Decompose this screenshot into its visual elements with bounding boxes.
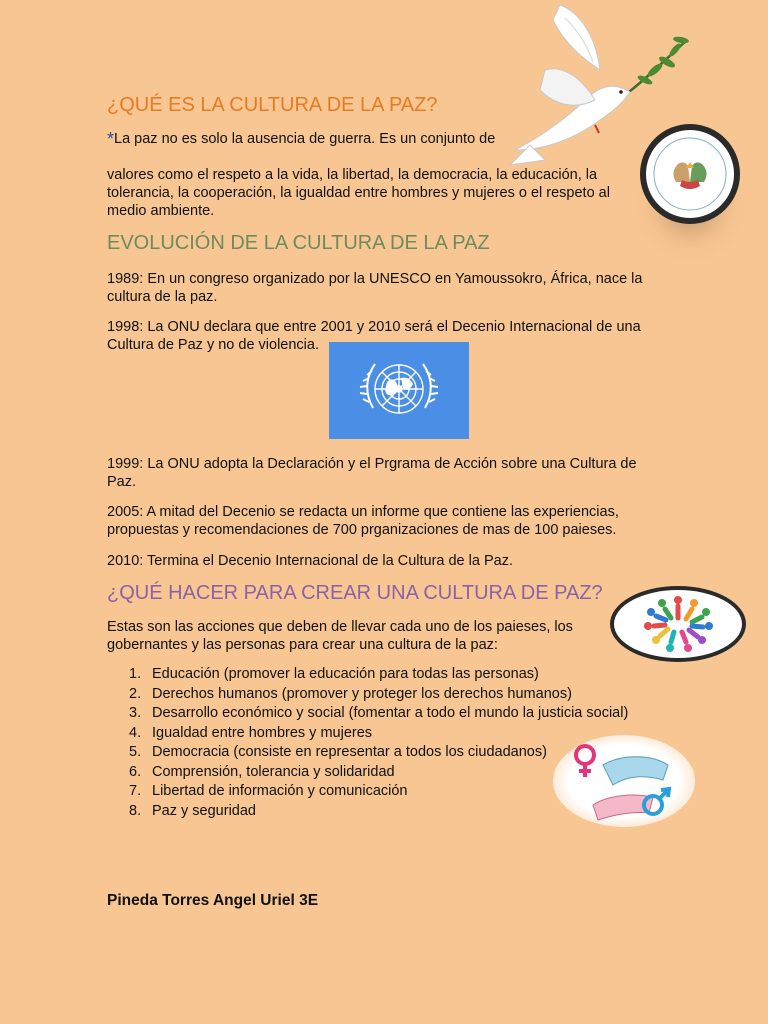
intro-line-text: La paz no es solo la ausencia de guerra. Es un conjunto de [114, 131, 496, 147]
values-paragraph: valores como el respeto a la vida, la libertad, la democracia, la educación, la tolerancia, la cooperación, la igualdad entre hombres y mujeres o el respeto al medio ambiente. [107, 167, 610, 219]
title-que-hacer: ¿QUÉ HACER PARA CREAR UNA CULTURA DE PAZ? [107, 582, 603, 604]
list-item: 8. Paz y seguridad [129, 802, 256, 819]
intro-line [107, 128, 527, 148]
list-item: 5. Democracia (consiste en representar a todos los ciudadanos) [129, 744, 547, 760]
event-1989: 1989: En un congreso organizado por la UNESCO en Yamoussokro, África, nace la cultura de la paz. [107, 271, 643, 305]
bullet-star: * [107, 129, 115, 149]
title-evolucion: EVOLUCIÓN DE LA CULTURA DE LA PAZ [107, 232, 490, 254]
people-ring-icon [614, 590, 742, 658]
list-item: 3. Desarrollo económico y social (fomentar a todo el mundo la justicia social) [129, 705, 629, 721]
list-item: 2. Derechos humanos (promover y proteger los derechos humanos) [129, 685, 572, 702]
event-1998: 1998: La ONU declara que entre 2001 y 2010 será el Decenio Internacional de una Cultura de Paz y no de violencia. [107, 319, 641, 353]
un-flag [329, 342, 469, 439]
gender-equality-image [553, 735, 695, 827]
author-name: Pineda Torres Angel Uriel 3E [107, 892, 319, 909]
event-1999: 1999: La ONU adopta la Declaración y el Prgrama de Acción sobre una Cultura de Paz. [107, 456, 637, 490]
list-item: 6. Comprensión, tolerancia y solidaridad [129, 763, 395, 780]
people-circle-image [610, 586, 746, 662]
un-emblem-icon [329, 342, 469, 439]
gender-symbols-icon [553, 735, 695, 827]
title-que-es: ¿QUÉ ES LA CULTURA DE LA PAZ? [107, 94, 438, 116]
list-item: 4. Igualdad entre hombres y mujeres [129, 724, 373, 741]
actions-intro: Estas son las acciones que deben de llevar cada uno de los paieses, los gobernantes y las personas para crear una cultura de la paz: [107, 619, 573, 653]
cultura-de-paz-logo [640, 124, 740, 224]
list-item: 7. Libertad de información y comunicación [129, 783, 408, 799]
event-2010: 2010: Termina el Decenio Internacional de la Cultura de la Paz. [107, 553, 513, 569]
event-2005: 2005: A mitad del Decenio se redacta un informe que contiene las experiencias, propuestas y recomendaciones de 700 prganizaciones de mas de 100 paieses. [107, 504, 619, 538]
hands-logo-icon [646, 130, 734, 218]
list-item: 1. Educación (promover la educación para todas las personas) [129, 666, 539, 682]
